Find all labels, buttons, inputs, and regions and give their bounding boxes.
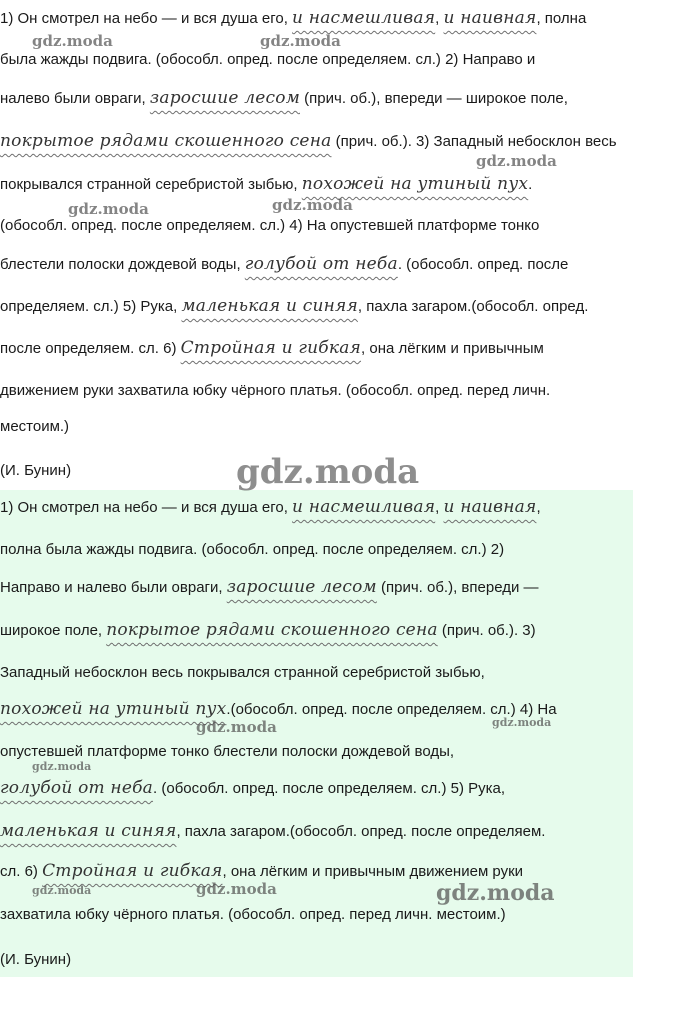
text-line bbox=[0, 861, 680, 882]
text-line bbox=[0, 663, 680, 683]
author-text: (И. Бунин) bbox=[0, 462, 72, 479]
handwritten-phrase: похожей на утиный пух bbox=[0, 699, 227, 719]
text-line bbox=[0, 88, 680, 109]
text-line bbox=[0, 540, 680, 560]
text-fragment: налево были овраги, bbox=[0, 90, 150, 107]
handwritten-phrase: и наивная bbox=[443, 8, 537, 28]
text-fragment: , bbox=[536, 499, 541, 516]
handwritten-phrase: заросшие лесом bbox=[149, 88, 300, 108]
handwritten-phrase: голубой от неба bbox=[0, 778, 154, 798]
text-line bbox=[0, 497, 680, 518]
text-fragment: полна была жажды подвига. (обособл. опред. после определяем. сл.) 2) bbox=[0, 541, 505, 558]
handwritten-phrase: и насмешливая bbox=[292, 8, 436, 28]
text-fragment: опустевшей платформе тонко блестели полоски дождевой воды, bbox=[0, 743, 455, 760]
text-fragment: . bbox=[528, 176, 533, 193]
text-fragment: . (обособл. опред. после bbox=[397, 256, 569, 273]
text-fragment: блестели полоски дождевой воды, bbox=[0, 256, 245, 273]
watermark-logo: gdz.moda bbox=[196, 718, 277, 736]
text-line bbox=[0, 50, 680, 70]
text-fragment: местоим.) bbox=[0, 418, 70, 435]
text-line bbox=[0, 381, 680, 401]
watermark-logo-large: gdz.moda bbox=[236, 452, 420, 492]
watermark-logo: gdz.moda bbox=[196, 880, 277, 898]
handwritten-phrase: Стройная и гибкая bbox=[42, 861, 223, 881]
text-fragment: была жажды подвига. (обособл. опред. после определяем. сл.) 2) Направо и bbox=[0, 51, 536, 68]
text-fragment: , она лёгким и привычным движением руки bbox=[222, 863, 524, 880]
text-line bbox=[0, 742, 680, 762]
text-fragment: .(обособл. опред. после определяем. сл.) 4) На bbox=[226, 701, 557, 718]
text-fragment: движением руки захватила юбку чёрного платья. (обособл. опред. перед личн. bbox=[0, 382, 551, 399]
text-line bbox=[0, 8, 680, 29]
text-line bbox=[0, 296, 680, 317]
text-fragment: (прич. об.). 3) Западный небосклон весь bbox=[331, 133, 617, 150]
text-line bbox=[0, 216, 680, 236]
text-fragment: сл. 6) bbox=[0, 863, 43, 880]
handwritten-phrase: и наивная bbox=[443, 497, 537, 517]
text-fragment: Направо и налево были овраги, bbox=[0, 579, 227, 596]
handwritten-phrase: заросшие лесом bbox=[226, 577, 377, 597]
watermark-logo: gdz.moda bbox=[32, 760, 92, 773]
text-line bbox=[0, 174, 680, 195]
text-fragment: определяем. сл.) 5) Рука, bbox=[0, 298, 182, 315]
text-line bbox=[0, 338, 680, 359]
text-fragment: широкое поле, bbox=[0, 622, 107, 639]
watermark-logo: gdz.moda bbox=[436, 880, 555, 906]
handwritten-phrase: маленькая и синяя bbox=[181, 296, 358, 316]
text-fragment: 1) Он смотрел на небо — и вся душа его, bbox=[0, 499, 293, 516]
text-line bbox=[0, 699, 680, 720]
handwritten-phrase: похожей на утиный пух bbox=[301, 174, 529, 194]
text-fragment: , пахла загаром.(обособл. опред. после определяем. bbox=[176, 823, 546, 840]
watermark-logo: gdz.moda bbox=[32, 32, 113, 50]
text-fragment: 1) Он смотрел на небо — и вся душа его, bbox=[0, 10, 293, 27]
text-line bbox=[0, 577, 680, 598]
text-fragment: , bbox=[435, 10, 444, 27]
author-text: (И. Бунин) bbox=[0, 951, 72, 968]
text-fragment: (прич. об.), впереди — широкое поле, bbox=[300, 90, 568, 107]
text-line bbox=[0, 821, 680, 842]
text-fragment: (прич. об.), впереди — bbox=[376, 579, 539, 596]
handwritten-phrase: покрытое рядами скошенного сена bbox=[0, 131, 332, 151]
text-fragment: покрывался странной серебристой зыбью, bbox=[0, 176, 302, 193]
text-fragment: после определяем. сл. 6) bbox=[0, 340, 181, 357]
text-line bbox=[0, 905, 680, 925]
text-fragment: , пахла загаром.(обособл. опред. bbox=[357, 298, 589, 315]
text-fragment: . (обособл. опред. после определяем. сл.) 5) Рука, bbox=[153, 780, 506, 797]
handwritten-phrase: покрытое рядами скошенного сена bbox=[106, 620, 438, 640]
handwritten-phrase: маленькая и синяя bbox=[0, 821, 177, 841]
text-fragment: захватила юбку чёрного платья. (обособл. опред. перед личн. местоим.) bbox=[0, 906, 506, 923]
watermark-logo: gdz.moda bbox=[492, 716, 552, 729]
text-line bbox=[0, 131, 680, 152]
text-line bbox=[0, 417, 680, 437]
text-fragment: , bbox=[435, 499, 444, 516]
watermark-logo: gdz.moda bbox=[476, 152, 557, 170]
handwritten-phrase: и насмешливая bbox=[292, 497, 436, 517]
watermark-logo: gdz.moda bbox=[68, 200, 149, 218]
text-fragment: (прич. об.). 3) bbox=[437, 622, 536, 639]
text-fragment: Западный небосклон весь покрывался странной серебристой зыбью, bbox=[0, 664, 485, 681]
text-line bbox=[0, 620, 680, 641]
text-fragment: , полна bbox=[536, 10, 587, 27]
author-signature bbox=[0, 950, 680, 970]
text-line bbox=[0, 254, 680, 275]
text-fragment: , она лёгким и привычным bbox=[361, 340, 544, 357]
watermark-logo: gdz.moda bbox=[260, 32, 341, 50]
handwritten-phrase: голубой от неба bbox=[244, 254, 398, 274]
watermark-logo: gdz.moda bbox=[272, 196, 353, 214]
text-line bbox=[0, 778, 680, 799]
watermark-logo: gdz.moda bbox=[32, 884, 92, 897]
handwritten-phrase: Стройная и гибкая bbox=[180, 338, 362, 358]
text-fragment: (обособл. опред. после определяем. сл.) 4) На опустевшей платформе тонко bbox=[0, 217, 540, 234]
